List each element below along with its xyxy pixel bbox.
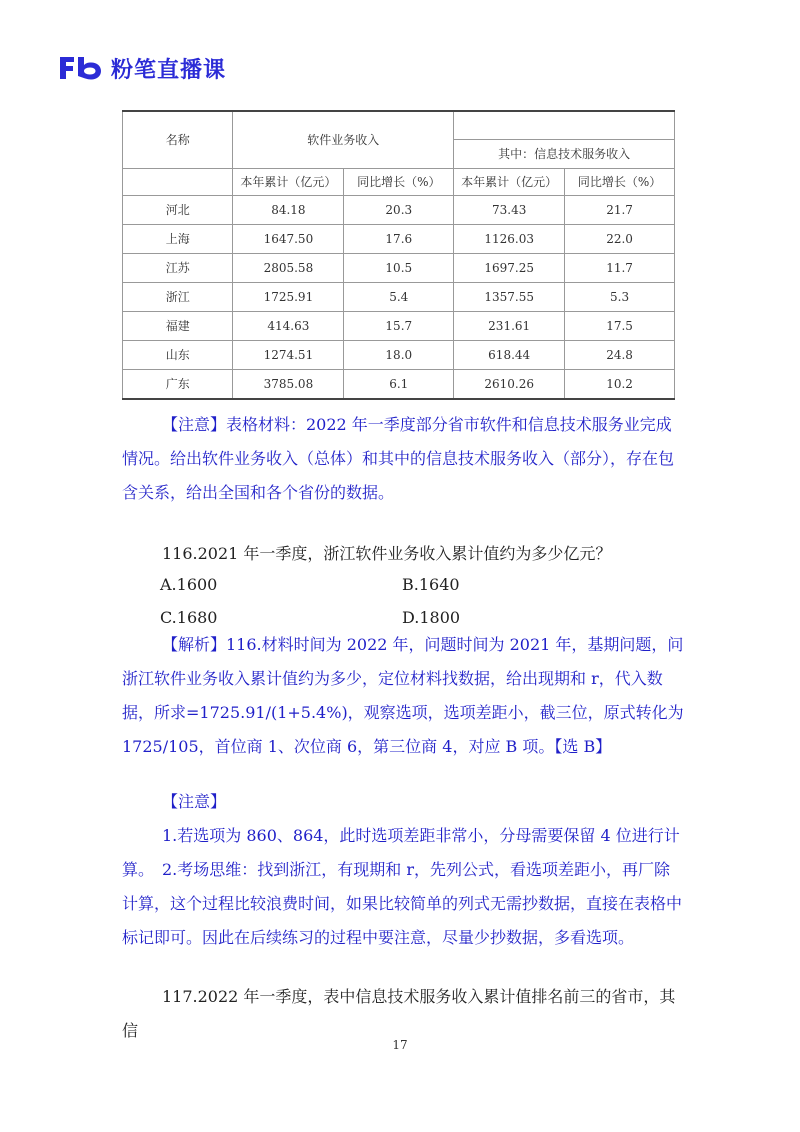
cell-sw-cum: 84.18: [233, 195, 344, 224]
cell-name: 山东: [123, 340, 233, 369]
cell-sw-growth: 18.0: [344, 340, 454, 369]
header-it-growth: 同比增长（%）: [565, 168, 675, 195]
brand-logo: [57, 52, 226, 84]
brand-name: 粉笔直播课: [111, 57, 227, 83]
header-sw-cum: 本年累计（亿元）: [233, 168, 344, 195]
question-117: 117.2022 年一季度，表中信息技术服务收入累计值排名前三的省市，其信: [122, 987, 676, 1040]
header-blank: [123, 168, 233, 195]
cell-name: 浙江: [123, 282, 233, 311]
note-item-2: 2.考场思维：找到浙江，有现期和 r，先列公式，看选项差距小，再厂除计算，这个过程比较浪费时间，如果比较简单的列式无需抄数据，直接在表格中标记即可。因此在后续练习的过程中要注意，尽量少抄数据，多看选项。: [122, 860, 683, 947]
analysis-116: 【解析】116.材料时间为 2022 年，问题时间为 2021 年，基期问题，问浙江软件业务收入累计值约为多少，定位材料找数据，给出现期和 r，代入数据，所求=1725.91/(1+5.4%)，观察选项，选项差距小，截三位，原式转化为 1725/105，首位商 1、次位商 6，第三位商 4，对应 B 项。【选 B】: [122, 635, 684, 756]
note-item-1: 1.若选项为 860、864，此时选项差距非常小，分母需要保留 4 位进行计算。: [122, 826, 680, 879]
cell-sw-growth: 15.7: [344, 311, 454, 340]
cell-sw-cum: 1274.51: [233, 340, 344, 369]
note-table-material: 【注意】表格材料：2022 年一季度部分省市软件和信息技术服务业完成情况。给出软件业务收入（总体）和其中的信息技术服务收入（部分），存在包含关系，给出全国和各个省份的数据。: [122, 415, 675, 502]
cell-it-growth: 22.0: [565, 224, 675, 253]
cell-it-growth: 5.3: [565, 282, 675, 311]
cell-it-growth: 24.8: [565, 340, 675, 369]
header-it-cum: 本年累计（亿元）: [454, 168, 565, 195]
table-row: [123, 224, 675, 253]
fb-logo-icon: [57, 54, 105, 82]
table-row: [123, 369, 675, 399]
cell-sw-cum: 2805.58: [233, 253, 344, 282]
header-sw-growth: 同比增长（%）: [344, 168, 454, 195]
cell-sw-growth: 17.6: [344, 224, 454, 253]
cell-sw-growth: 20.3: [344, 195, 454, 224]
cell-it-growth: 11.7: [565, 253, 675, 282]
cell-it-cum: 2610.26: [454, 369, 565, 399]
header-gap: [454, 111, 675, 139]
header-it: 其中：信息技术服务收入: [454, 139, 675, 168]
cell-name: 江苏: [123, 253, 233, 282]
cell-sw-cum: 414.63: [233, 311, 344, 340]
cell-name: 上海: [123, 224, 233, 253]
cell-name: 广东: [123, 369, 233, 399]
page-number: 17: [392, 1038, 408, 1052]
option-a: A.1600: [160, 575, 218, 594]
option-c: C.1680: [160, 608, 218, 627]
cell-it-cum: 1126.03: [454, 224, 565, 253]
table-row: [123, 253, 675, 282]
cell-sw-growth: 10.5: [344, 253, 454, 282]
cell-sw-cum: 1725.91: [233, 282, 344, 311]
question-116: 116.2021 年一季度，浙江软件业务收入累计值约为多少亿元？: [162, 544, 612, 563]
cell-name: 福建: [123, 311, 233, 340]
note-title: 【注意】: [162, 792, 227, 811]
option-d: D.1800: [402, 608, 461, 627]
cell-sw-growth: 6.1: [344, 369, 454, 399]
header-name: 名称: [123, 111, 233, 168]
cell-name: 河北: [123, 195, 233, 224]
cell-it-cum: 73.43: [454, 195, 565, 224]
table-row: [123, 340, 675, 369]
cell-it-growth: 10.2: [565, 369, 675, 399]
option-b: B.1640: [402, 575, 460, 594]
cell-it-growth: 21.7: [565, 195, 675, 224]
cell-sw-growth: 5.4: [344, 282, 454, 311]
cell-it-cum: 231.61: [454, 311, 565, 340]
cell-sw-cum: 3785.08: [233, 369, 344, 399]
header-software: 软件业务收入: [233, 111, 454, 168]
table-row: [123, 311, 675, 340]
cell-it-cum: 618.44: [454, 340, 565, 369]
cell-it-growth: 17.5: [565, 311, 675, 340]
table-row: [123, 195, 675, 224]
cell-it-cum: 1357.55: [454, 282, 565, 311]
cell-sw-cum: 1647.50: [233, 224, 344, 253]
table-row: [123, 282, 675, 311]
cell-it-cum: 1697.25: [454, 253, 565, 282]
data-table: [122, 110, 675, 400]
